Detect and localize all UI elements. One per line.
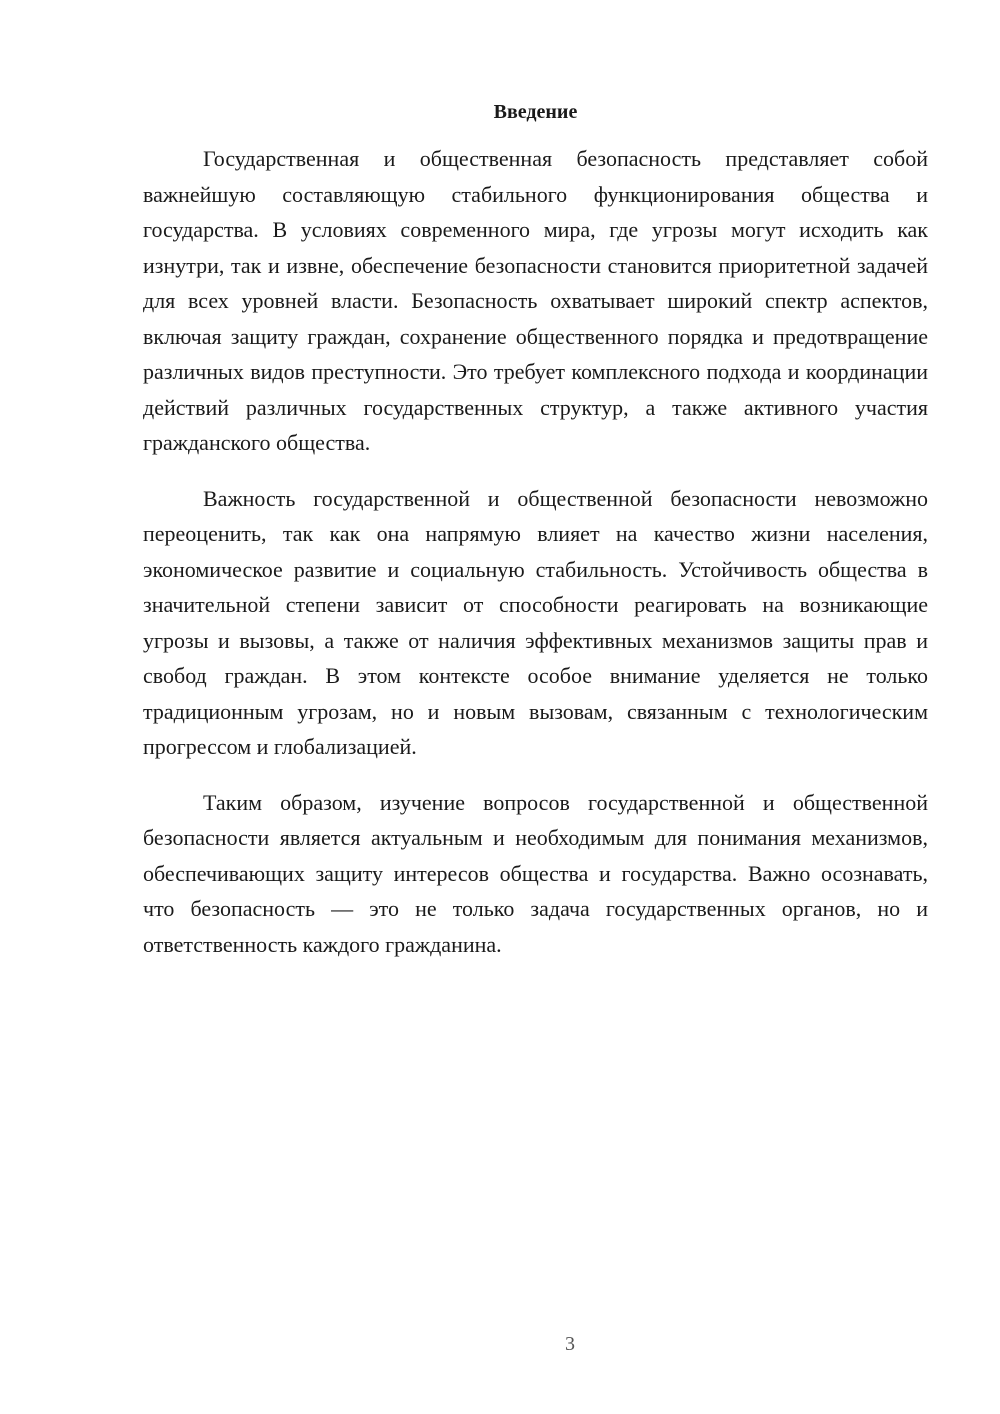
paragraph-2: Важность государственной и общественной безопасности невозможно переоценить, так как она напрямую влияет на качество жизни населения, экономическое развитие и социальную стабильность. Устойчивость общества в значительной степени зависит от способности реагировать на возникающие угрозы и вызовы, а также от наличия эффективных механизмов защиты прав и свобод граждан. В этом контексте особое внимание уделяется не только традиционным угрозам, но и новым вызовам, связанным с технологическим прогрессом и глобализацией. [143, 485, 928, 759]
section-heading: Введение [493, 101, 578, 123]
paragraph-1: Государственная и общественная безопасность представляет собой важнейшую составляющую стабильного функционирования общества и государства. В условиях современного мира, где угрозы могут исходить как изнутри, так и извне, обеспечение безопасности становится приоритетной задачей для всех уровней власти. Безопасность охватывает широкий спектр аспектов, включая защиту граждан, сохранение общественного порядка и предотвращение различных видов преступности. Это требует комплексного подхода и координации действий различных государственных структур, а также активного участия гражданского общества. [143, 146, 928, 455]
page-number: 3 [565, 1333, 575, 1355]
body-text [143, 141, 928, 982]
paragraph-3: Таким образом, изучение вопросов государственной и общественной безопасности является актуальным и необходимым для понимания механизмов, обеспечивающих защиту интересов общества и государства. Важно осознавать, что безопасность — это не только задача государственных органов, но и ответственность каждого гражданина. [143, 789, 928, 957]
